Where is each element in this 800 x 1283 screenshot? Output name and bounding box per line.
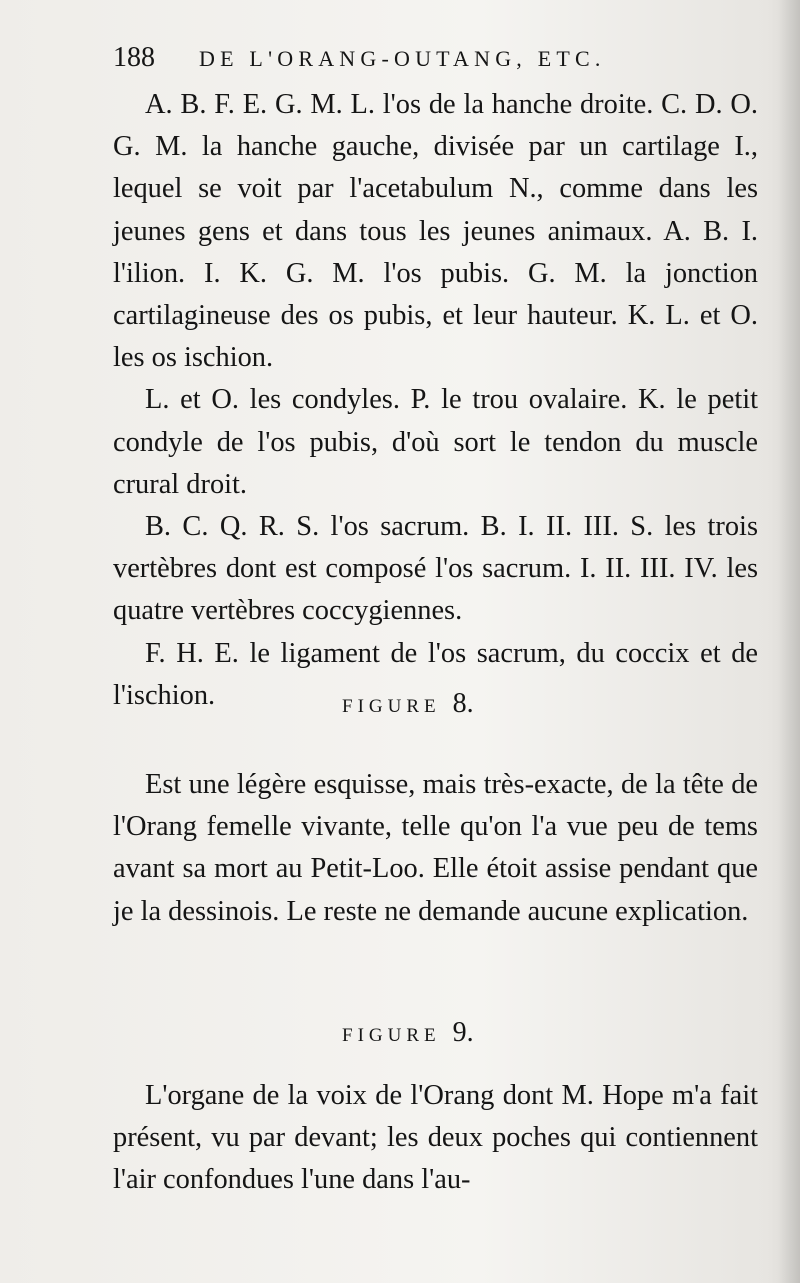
page-edge-shadow	[778, 0, 800, 1283]
figure-9-label: FIGURE	[342, 1025, 441, 1046]
figure-8-heading	[342, 688, 642, 720]
paragraph-sketch: Est une légère esquisse, mais très-exacte, de la tête de l'Orang femelle vivante, telle qu'on l'a vue peu de tems avant sa mort au Petit-Loo. Elle étoit assise pendant que je la dessinois. Le reste ne demande aucune explication.	[113, 769, 758, 927]
text-block-figure-8	[113, 764, 758, 933]
running-head: DE L'ORANG-OUTANG, ETC.	[199, 46, 606, 71]
text-block-figure-9	[113, 1075, 758, 1202]
figure-9-number: 9.	[452, 1017, 474, 1048]
figure-8-label: FIGURE	[342, 696, 441, 717]
paragraph-voice-organ: L'organe de la voix de l'Orang dont M. Hope m'a fait présent, vu par devant; les deux poches qui contiennent l'air confondues l'une dans l'au-	[113, 1080, 758, 1196]
paragraph-sacrum: B. C. Q. R. S. l'os sacrum. B. I. II. III. S. les trois vertèbres dont est composé l'os sacrum. I. II. III. IV. les quatre vertèbres coccygiennes.	[113, 511, 758, 627]
text-block-figure-7	[113, 84, 758, 717]
paragraph-ligament: F. H. E. le ligament de l'os sacrum, du coccix et de l'ischion.	[113, 637, 758, 711]
figure-8-number: 8.	[452, 688, 474, 719]
figure-9-heading	[342, 1017, 642, 1049]
paragraph-hip-bones: A. B. F. E. G. M. L. l'os de la hanche droite. C. D. O. G. M. la hanche gauche, divisée par un cartilage I., lequel se voit par l'acetabulum N., comme dans les jeunes gens et dans tous les jeunes animaux. A. B. I. l'ilion. I. K. G. M. l'os pubis. G. M. la jonction cartilagineuse des os pubis, et leur hauteur. K. L. et O. les os ischion.	[113, 89, 758, 374]
page-number: 188	[113, 42, 155, 73]
page-header	[113, 38, 673, 78]
paragraph-condyles: L. et O. les condyles. P. le trou ovalaire. K. le petit condyle de l'os pubis, d'où sort le tendon du muscle crural droit.	[113, 384, 758, 500]
